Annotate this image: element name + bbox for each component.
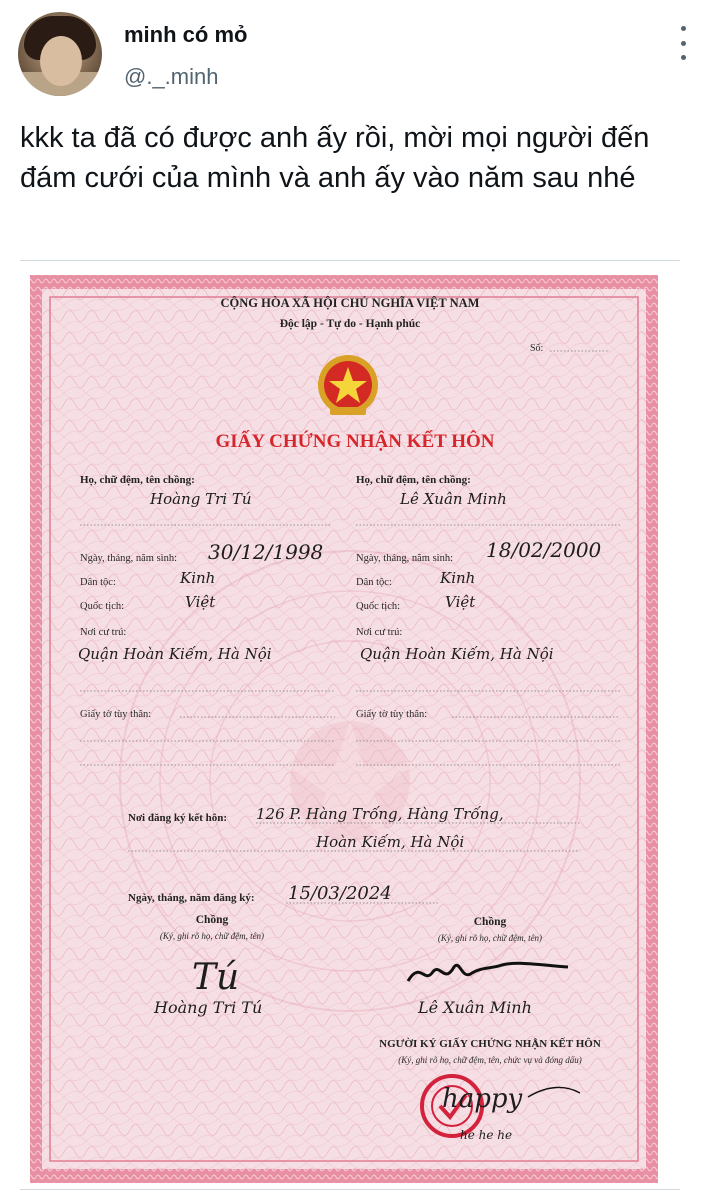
registration-place-line2: Hoàn Kiếm, Hà Nội	[316, 833, 465, 851]
registration-place-label: Nơi đăng ký kết hôn:	[128, 812, 228, 824]
registration-place-line1: 126 P. Hàng Trống, Hàng Trống,	[256, 805, 504, 823]
left-ethnic-label: Dân tộc:	[80, 577, 116, 588]
left-nationality-label: Quốc tịch:	[80, 601, 125, 612]
sig-left-name: Hoàng Tri Tú	[154, 998, 263, 1017]
more-options-icon[interactable]	[668, 26, 698, 60]
left-name-value: Hoàng Tri Tú	[150, 490, 252, 508]
left-ethnic-value: Kinh	[180, 569, 216, 587]
registration-date-label: Ngày, tháng, năm đăng ký:	[128, 892, 255, 904]
right-name-label: Họ, chữ đệm, tên chồng:	[356, 474, 471, 486]
right-name-value: Lê Xuân Minh	[400, 490, 507, 508]
author-handle[interactable]: @._.minh	[124, 64, 219, 89]
sig-right-name: Lê Xuân Minh	[418, 998, 532, 1017]
right-ethnic-label: Dân tộc:	[356, 577, 392, 588]
sig-right-title: Chồng	[473, 916, 507, 928]
right-id-label: Giấy tờ tùy thân:	[356, 709, 428, 720]
sig-left-note: (Ký, ghi rõ họ, chữ đệm, tên)	[159, 931, 265, 941]
registration-date-value: 15/03/2024	[288, 883, 392, 904]
right-residence-label: Nơi cư trú:	[356, 627, 403, 638]
signer-title: NGƯỜI KÝ GIẤY CHỨNG NHẬN KẾT HÔN	[379, 1038, 601, 1050]
left-nationality-value: Việt	[185, 593, 216, 611]
certificate-title: GIẤY CHỨNG NHẬN KẾT HÔN	[215, 431, 495, 452]
certificate-image	[20, 261, 680, 1189]
sig-left-mark: Tú	[192, 957, 240, 998]
tweet-media-certificate[interactable]	[20, 260, 680, 1190]
left-dob-value: 30/12/1998	[208, 540, 324, 564]
signer-note: (Ký, ghi rõ họ, chữ đệm, tên, chức vụ và đóng dấu)	[398, 1055, 582, 1065]
left-id-label: Giấy tờ tùy thân:	[80, 709, 152, 720]
sig-left-title: Chồng	[195, 914, 229, 926]
left-name-label: Họ, chữ đệm, tên chồng:	[80, 474, 195, 486]
right-nationality-value: Việt	[445, 593, 476, 611]
signer-name: he he he	[460, 1128, 513, 1142]
right-ethnic-value: Kinh	[440, 569, 476, 587]
sig-right-note: (Ký, ghi rõ họ, chữ đệm, tên)	[437, 933, 543, 943]
right-dob-label: Ngày, tháng, năm sinh:	[356, 553, 454, 564]
right-nationality-label: Quốc tịch:	[356, 601, 401, 612]
national-emblem-icon	[318, 355, 378, 415]
author-display-name[interactable]: minh có mỏ	[124, 22, 248, 47]
certificate-country: CỘNG HÒA XÃ HỘI CHỦ NGHĨA VIỆT NAM	[220, 296, 480, 310]
left-residence-value: Quận Hoàn Kiếm, Hà Nội	[78, 645, 272, 663]
certificate-number-label: Số:	[530, 343, 544, 354]
right-residence-value: Quận Hoàn Kiếm, Hà Nội	[360, 645, 554, 663]
tweet-header	[0, 0, 720, 110]
avatar-face	[40, 36, 82, 86]
signer-signature: happy	[442, 1084, 523, 1114]
avatar[interactable]	[18, 12, 102, 96]
left-dob-label: Ngày, tháng, năm sinh:	[80, 553, 178, 564]
right-dob-value: 18/02/2000	[486, 538, 602, 562]
left-residence-label: Nơi cư trú:	[80, 627, 127, 638]
tweet-text: kkk ta đã có được anh ấy rồi, mời mọi người đến đám cưới của mình và anh ấy vào năm sau nhé	[20, 122, 650, 194]
certificate-motto: Độc lập - Tự do - Hạnh phúc	[279, 318, 421, 330]
